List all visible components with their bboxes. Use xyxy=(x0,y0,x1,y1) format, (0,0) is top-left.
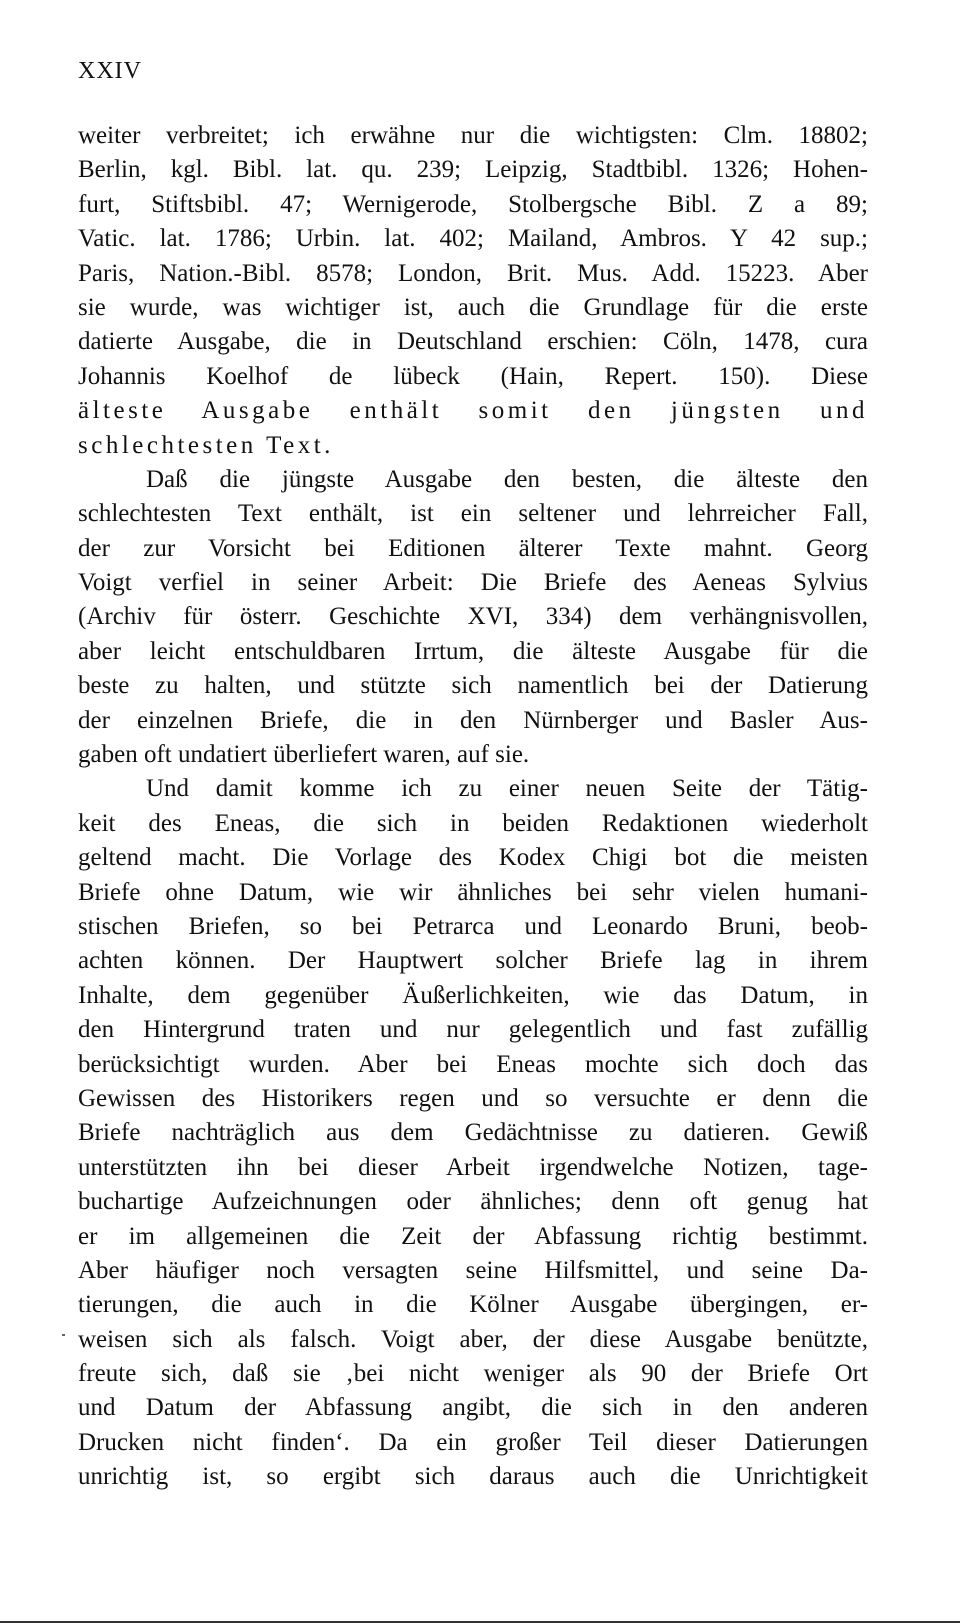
text-line: achten können. Der Hauptwert solcher Briefe lag in ihrem xyxy=(78,947,868,975)
text-line: schlechtesten Text enthält, ist ein seltener und lehrreicher Fall, xyxy=(78,500,868,528)
text-line: stischen Briefen, so bei Petrarca und Leonardo Bruni, beob- xyxy=(78,912,868,940)
margin-mark xyxy=(62,1334,65,1336)
text-line: den Hintergrund traten und nur gelegentlich und fast zufällig xyxy=(78,1016,868,1044)
text-line: freute sich, daß sie ‚bei nicht weniger als 90 der Briefe Ort xyxy=(78,1360,868,1388)
text-line: Inhalte, dem gegenüber Äußerlichkeiten, wie das Datum, in xyxy=(78,981,868,1009)
text-line: buchartige Aufzeichnungen oder ähnliches; denn oft genug hat xyxy=(78,1188,868,1216)
text-line: berücksichtigt wurden. Aber bei Eneas mochte sich doch das xyxy=(78,1050,868,1078)
text-line: aber leicht entschuldbaren Irrtum, die älteste Ausgabe für die xyxy=(78,637,868,665)
text-line-emphasized: schlechtesten Text. xyxy=(78,431,334,459)
paragraph-3 xyxy=(78,772,868,1494)
text-line: datierte Ausgabe, die in Deutschland erschien: Cöln, 1478, cura xyxy=(78,328,868,356)
text-line: Daß die jüngste Ausgabe den besten, die älteste den xyxy=(146,465,868,493)
text-line: tierungen, die auch in die Kölner Ausgabe übergingen, er- xyxy=(78,1291,868,1319)
text-line: weisen sich als falsch. Voigt aber, der diese Ausgabe benützte, xyxy=(78,1325,868,1353)
text-line: Voigt verfiel in seiner Arbeit: Die Briefe des Aeneas Sylvius xyxy=(78,569,868,597)
text-line: Johannis Koelhof de lübeck (Hain, Repert. 150). Diese xyxy=(78,362,868,390)
text-line: (Archiv für österr. Geschichte XVI, 334) dem verhängnisvollen, xyxy=(78,603,868,631)
text-line: Briefe ohne Datum, wie wir ähnliches bei sehr vielen humani- xyxy=(78,878,868,906)
text-line: Gewissen des Historikers regen und so versuchte er denn die xyxy=(78,1084,868,1112)
paragraph-2 xyxy=(78,463,868,773)
text-line: gaben oft undatiert überliefert waren, auf sie. xyxy=(78,741,530,769)
text-line: beste zu halten, und stützte sich namentlich bei der Datierung xyxy=(78,672,868,700)
text-line: geltend macht. Die Vorlage des Kodex Chigi bot die meisten xyxy=(78,844,868,872)
text-line: er im allgemeinen die Zeit der Abfassung richtig bestimmt. xyxy=(78,1222,868,1250)
text-line: unrichtig ist, so ergibt sich daraus auch die Unrichtigkeit xyxy=(78,1463,868,1491)
text-line: Vatic. lat. 1786; Urbin. lat. 402; Mailand, Ambros. Y 42 sup.; xyxy=(78,225,868,253)
text-line: weiter verbreitet; ich erwähne nur die wichtigsten: Clm. 18802; xyxy=(78,122,868,149)
text-line: unterstützten ihn bei dieser Arbeit irgendwelche Notizen, tage- xyxy=(78,1153,868,1181)
text-line: Berlin, kgl. Bibl. lat. qu. 239; Leipzig, Stadtbibl. 1326; Hohen- xyxy=(78,156,868,184)
text-line: Paris, Nation.-Bibl. 8578; London, Brit. Mus. Add. 15223. Aber xyxy=(78,259,868,287)
paragraph-1 xyxy=(78,119,868,463)
text-line: furt, Stiftsbibl. 47; Wernigerode, Stolbergsche Bibl. Z a 89; xyxy=(78,190,868,218)
text-line: sie wurde, was wichtiger ist, auch die Grundlage für die erste xyxy=(78,293,868,321)
text-line: Und damit komme ich zu einer neuen Seite der Tätig- xyxy=(146,775,868,803)
text-line: der einzelnen Briefe, die in den Nürnberger und Basler Aus- xyxy=(78,706,868,734)
text-line-emphasized: älteste Ausgabe enthält somit den jüngsten und xyxy=(78,397,868,425)
text-line: Aber häufiger noch versagten seine Hilfsmittel, und seine Da- xyxy=(78,1256,868,1284)
text-line: und Datum der Abfassung angibt, die sich in den anderen xyxy=(78,1394,868,1422)
text-line: Briefe nachträglich aus dem Gedächtnisse zu datieren. Gewiß xyxy=(78,1119,868,1147)
text-line: keit des Eneas, die sich in beiden Redaktionen wiederholt xyxy=(78,809,868,837)
page-body xyxy=(78,119,868,1495)
text-line: der zur Vorsicht bei Editionen älterer Texte mahnt. Georg xyxy=(78,534,868,562)
page-number: XXIV xyxy=(78,58,142,84)
text-line: Drucken nicht finden‘. Da ein großer Teil dieser Datierungen xyxy=(78,1428,868,1456)
